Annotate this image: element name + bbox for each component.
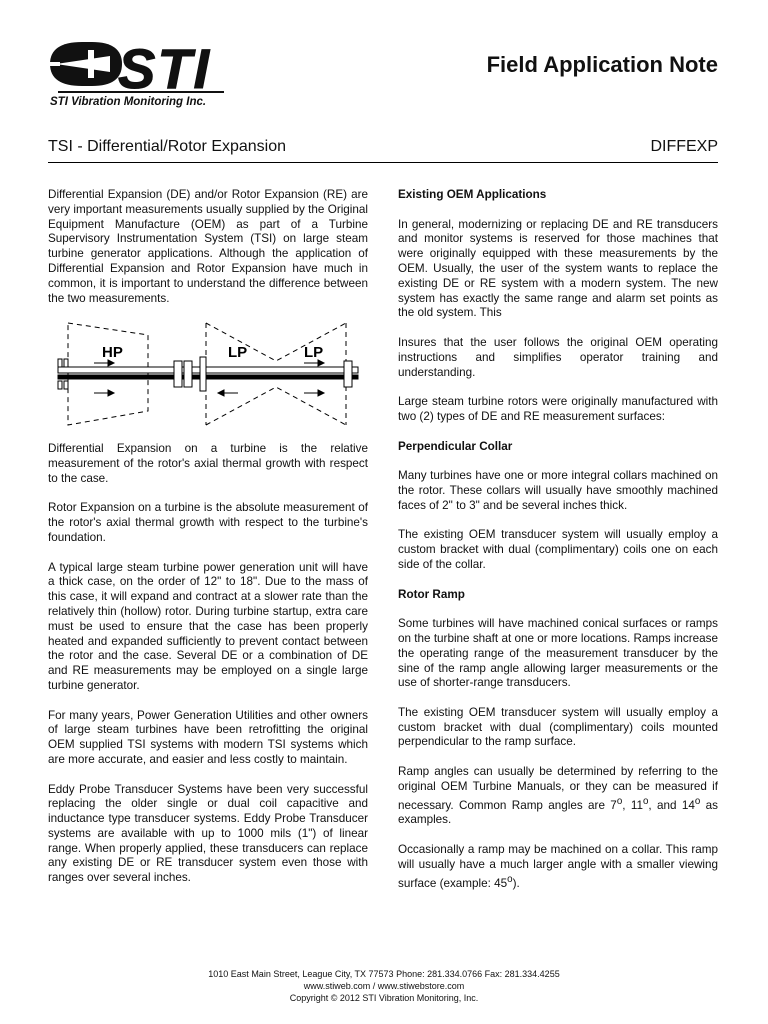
paragraph: Eddy Probe Transducer Systems have been very successful replacing the older single or dual coil capacitive and inductance type transducer systems. Eddy Probe Transducer systems are available with up to 1000 mils (1") of linear range. When properly applied, these transducers can replace any existing DE or RE transducer system even those with ranges over several inches. bbox=[48, 782, 368, 885]
section-heading: Existing OEM Applications bbox=[398, 188, 547, 201]
paragraph: Differential Expansion on a turbine is the relative measurement of the rotor's axial thermal growth with respect to the case. bbox=[48, 442, 368, 485]
paragraph: For many years, Power Generation Utilities and other owners of large steam turbines have been retrofitting the original OEM supplied TSI systems with modern TSI systems which are more accurate, and easier and less costly to maintain. bbox=[48, 708, 368, 766]
text-run: as examples. bbox=[398, 798, 719, 827]
lp-label: LP bbox=[304, 344, 324, 362]
paragraph: Large steam turbine rotors were originally manufactured with two (2) types of DE and RE measurement surfaces: bbox=[398, 395, 718, 423]
paragraph: In general, modernizing or replacing DE and RE transducers and monitor systems is reserved for those machines that were originally equipped with these measurements by the OEM. Usually, the user of the system wants to replace the existing DE or RE system with a modern system. The new system has exactly the same range and alarm set points as the old system. This bbox=[398, 217, 718, 320]
paragraph-ramp-angles bbox=[398, 765, 718, 828]
degree-mark: o bbox=[507, 873, 513, 885]
text-run: , and 14 bbox=[648, 798, 695, 812]
text-run: , 11 bbox=[622, 798, 643, 812]
footer bbox=[0, 968, 768, 1004]
paragraph: A typical large steam turbine power generation unit will have a thick case, on the order of 12" to 18". Due to the mass of this case, it will expand and contract at a slower rate than the relatively thin (hollow) rotor. During turbine startup, extra care must be used to ensure that the case has been properly heated and expanded sufficiently to prevent contact between the rotor and the case. Several DE or a combination of DE and RE measurements may be employed on a single large turbine generator. bbox=[48, 560, 368, 692]
paragraph: Some turbines will have machined conical surfaces or ramps on the turbine shaft at one or more locations. Ramps increase the operating range of the measurement transducer by the sine of the ramp angle allowing larger measurements or the use of shorter-range transducers. bbox=[398, 617, 718, 690]
logo-text: STI bbox=[118, 37, 212, 100]
text-run: Occasionally a ramp may be machined on a collar. This ramp will usually have a much larger angle with a smaller viewing surface (example: 45 bbox=[398, 842, 718, 890]
paragraph: Differential Expansion (DE) and/or Rotor Expansion (RE) are very important measurements usually supplied by the Original Equipment Manufacture (OEM) as part of a Turbine Supervisory Instrumentation System (TSI) on large steam turbine generator applications. Although the application of Differential Expansion and Rotor Expansion have much in common, it is important to understand the difference between the two measurements. bbox=[48, 188, 368, 305]
title-bar bbox=[48, 138, 718, 163]
document-type-heading: Field Application Note bbox=[486, 52, 718, 77]
text-run: ). bbox=[512, 876, 520, 890]
left-column bbox=[48, 188, 368, 901]
degree-mark: o bbox=[694, 795, 701, 807]
section-heading: Perpendicular Collar bbox=[398, 439, 513, 453]
paragraph: Many turbines have one or more integral collars machined on the rotor. These collars will usually have smoothly machined faces of 2" to 3" and be several inches thick. bbox=[398, 469, 718, 512]
paragraph: The existing OEM transducer system will usually employ a custom bracket with dual (complimentary) coils mounted perpendicular to the ramp surface. bbox=[398, 705, 718, 749]
lp-label: LP bbox=[228, 344, 248, 362]
footer-websites[interactable]: www.stiweb.com / www.stiwebstore.com bbox=[303, 981, 465, 991]
note-code: DIFFEXP bbox=[650, 138, 718, 155]
hp-label: HP bbox=[102, 344, 123, 362]
note-title: TSI - Differential/Rotor Expansion bbox=[48, 138, 287, 155]
degree-mark: o bbox=[616, 795, 623, 807]
paragraph: The existing OEM transducer system will usually employ a custom bracket with dual (complimentary) coils one on each side of the collar. bbox=[398, 528, 718, 571]
text-run: Ramp angles can usually be determined by referring to the original OEM Turbine Manuals, or they can be measured if necessary. Common Ramp angles are 7 bbox=[398, 765, 718, 812]
logo-graphic bbox=[48, 42, 122, 86]
paragraph-collar-ramp bbox=[398, 843, 718, 891]
footer-address: 1010 East Main Street, League City, TX 77573 Phone: 281.334.0766 Fax: 281.334.4255 bbox=[208, 969, 560, 979]
footer-copyright: Copyright © 2012 STI Vibration Monitoring, Inc. bbox=[289, 993, 479, 1003]
degree-mark: o bbox=[642, 795, 649, 807]
paragraph: Insures that the user follows the original OEM operating instructions and simplifies operator training and understanding. bbox=[398, 335, 718, 379]
logo-caption: STI Vibration Monitoring Inc. bbox=[50, 96, 207, 108]
right-column bbox=[398, 188, 718, 906]
section-heading: Rotor Ramp bbox=[398, 587, 465, 601]
paragraph: Rotor Expansion on a turbine is the absolute measurement of the rotor's axial thermal growth with respect to the turbine's foundation. bbox=[48, 501, 368, 544]
turbine-diagram bbox=[48, 321, 368, 429]
